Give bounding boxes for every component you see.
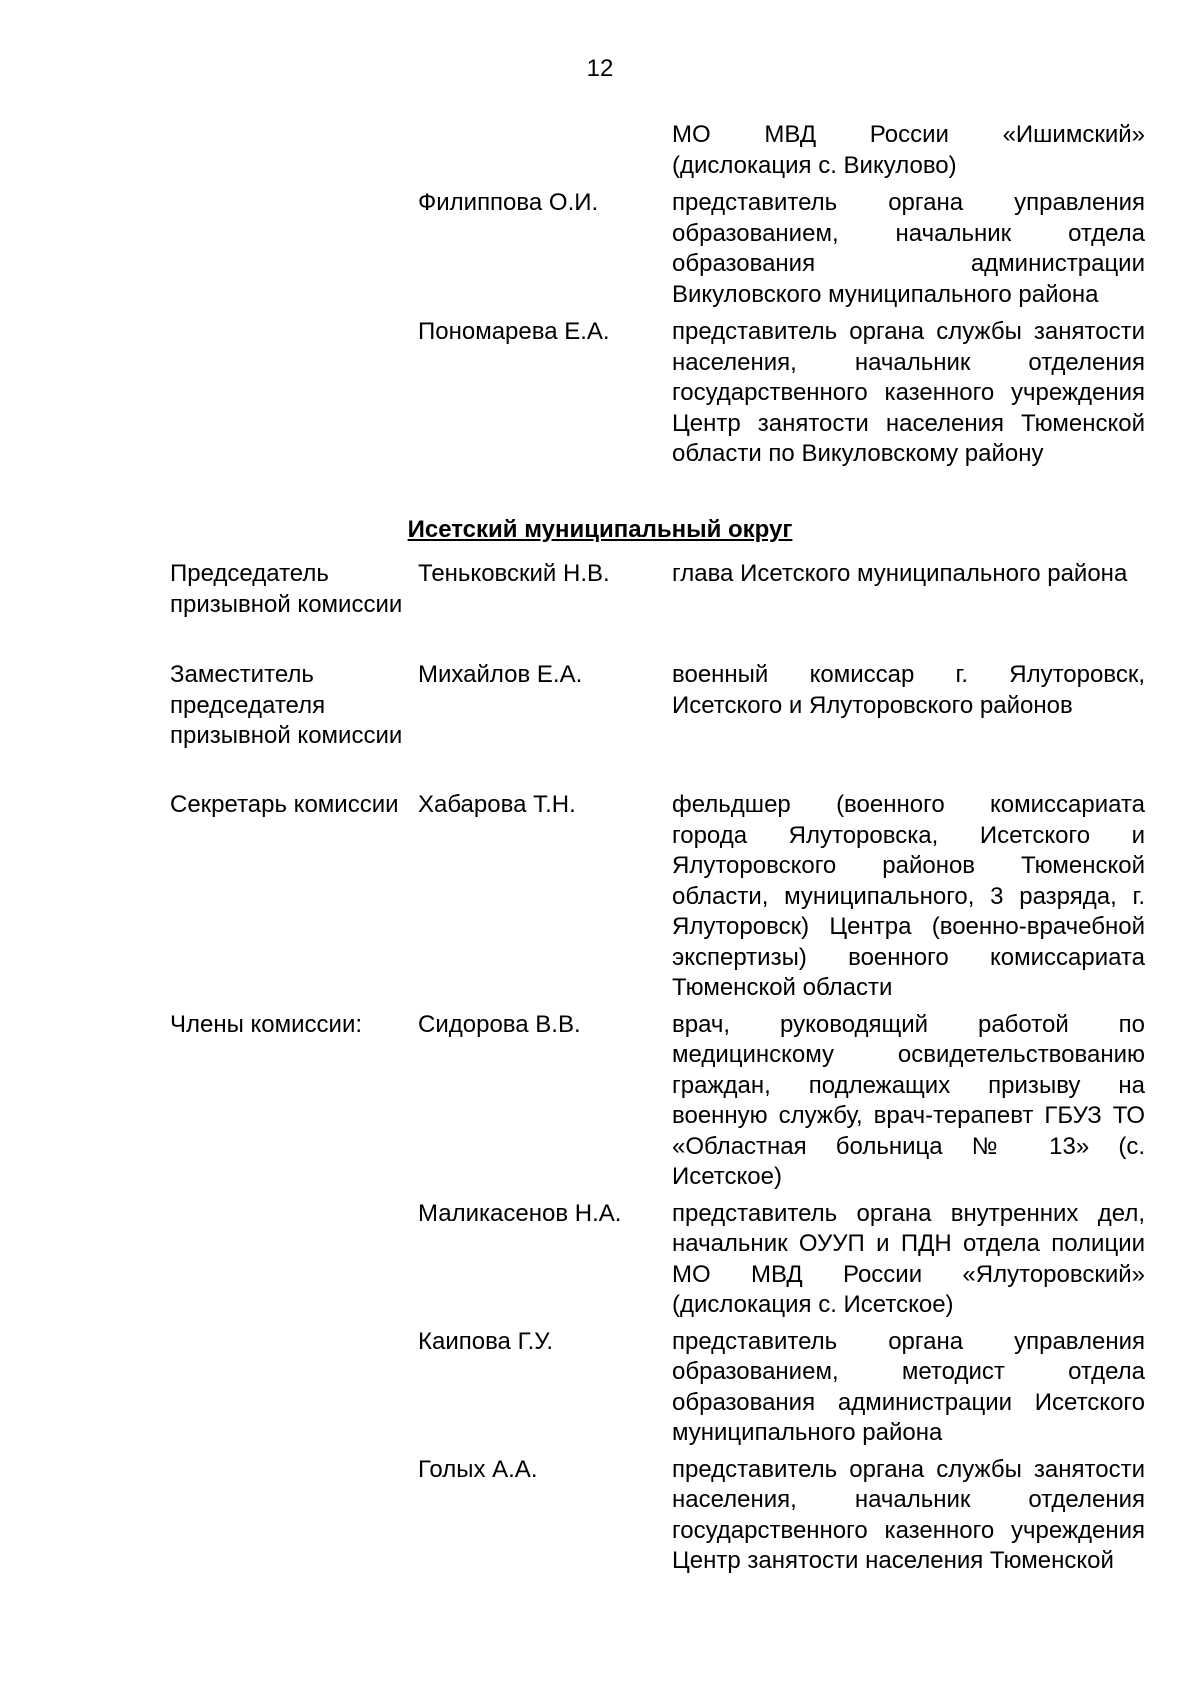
table-row <box>0 188 1200 310</box>
row-name: Сидорова В.В. <box>418 1010 581 1038</box>
row-description: фельдшер (военного комиссариата города Ялуторовска, Исетского и Ялуторовского районов Тюменской области, муниципального, 3 разряда, г. Ялуторовск) Центра (военно-врачебной экспертизы) военного комиссариата Тюменской области <box>672 791 1145 1001</box>
row-description: представитель органа службы занятости населения, начальник отделения государственного казенного учреждения Центр занятости населения Тюменской <box>672 1455 1145 1574</box>
table-row <box>0 660 1200 784</box>
table-row <box>0 120 1200 181</box>
row-description: врач, руководящий работой по медицинскому освидетельствованию граждан, подлежащих призыву на военную службу, врач-терапевт ГБУЗ ТО «Областная больница № 13» (с. Исетское) <box>672 1010 1145 1190</box>
row-role: Председатель призывной комиссии <box>170 560 403 618</box>
row-description: военный комиссар г. Ялуторовск, Исетского и Ялуторовского районов <box>672 661 1145 719</box>
row-name: Голых А.А. <box>418 1455 538 1483</box>
table-row <box>0 317 1200 470</box>
row-role: Заместитель председателя призывной комиссии <box>170 661 403 749</box>
row-name: Филиппова О.И. <box>418 189 599 216</box>
table-row <box>0 1327 1200 1449</box>
row-name: Маликасенов Н.А. <box>418 1199 622 1227</box>
row-name: Пономарева Е.А. <box>418 318 610 345</box>
row-name: Хабарова Т.Н. <box>418 791 576 818</box>
row-description: представитель органа управления образованием, начальник отдела образования администрации Викуловского муниципального района <box>672 189 1145 308</box>
row-description: представитель органа внутренних дел, начальник ОУУП и ПДН отдела полиции МО МВД России «Ялуторовский» (дислокация с. Исетское) <box>672 1199 1145 1318</box>
row-description: представитель органа службы занятости населения, начальник отделения государственного казенного учреждения Центр занятости населения Тюменской области по Викуловскому району <box>672 318 1145 467</box>
row-name: Теньковский Н.В. <box>418 560 610 587</box>
table-row <box>0 790 1200 1004</box>
row-description: глава Исетского муниципального района <box>672 560 1128 587</box>
row-role: Члены комиссии: <box>170 1010 363 1038</box>
table-row <box>0 559 1200 654</box>
section-title: Исетский муниципальный округ <box>407 516 793 543</box>
row-role: Секретарь комиссии <box>170 791 399 818</box>
table-row <box>0 1199 1200 1321</box>
table-row <box>0 1010 1200 1193</box>
page-number: 12 <box>586 55 614 82</box>
row-description: МО МВД России «Ишимский» (дислокация с. Викулово) <box>672 121 1145 179</box>
table-row <box>0 1455 1200 1577</box>
continuation-block <box>0 120 1200 470</box>
row-name: Каипова Г.У. <box>418 1327 554 1355</box>
row-name: Михайлов Е.А. <box>418 661 583 688</box>
section-block <box>0 559 1200 1577</box>
row-description: представитель органа управления образованием, методист отдела образования администрации Исетского муниципального района <box>672 1327 1145 1446</box>
